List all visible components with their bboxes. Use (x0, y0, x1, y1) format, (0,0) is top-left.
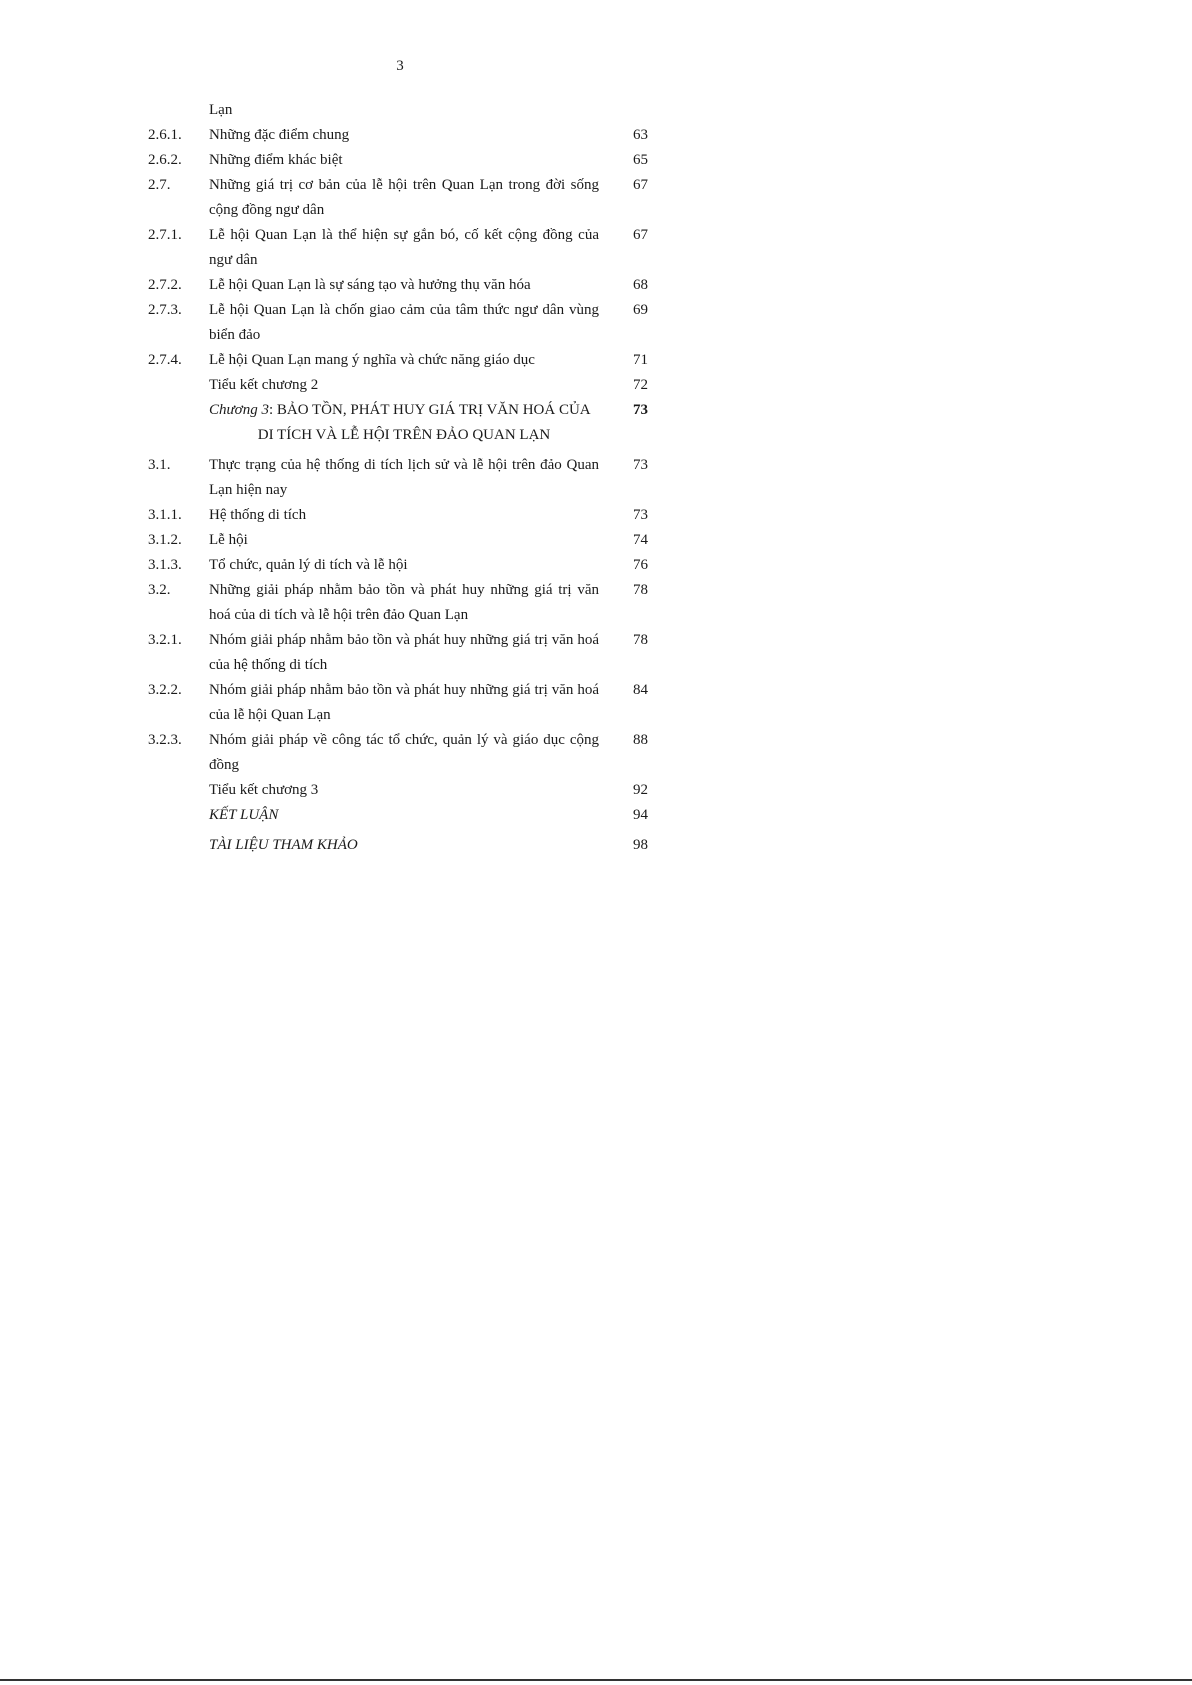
toc-page: 63 (633, 127, 648, 143)
toc-page: 84 (633, 682, 648, 698)
toc-page: 73 (633, 507, 648, 523)
toc-row (148, 833, 648, 858)
toc-page: 92 (633, 782, 648, 798)
toc-title: Hệ thống di tích (209, 507, 307, 523)
toc-page: 67 (633, 227, 648, 243)
toc-row (148, 373, 648, 398)
toc-chapter-row (148, 398, 648, 448)
toc-number: 2.6.1. (148, 127, 182, 143)
toc-title: Lạn (209, 102, 233, 118)
toc-page: 78 (633, 632, 648, 648)
toc-number: 3.2.3. (148, 732, 182, 748)
toc-title: Những đặc điểm chung (209, 127, 350, 143)
toc-title: Lễ hội Quan Lạn là sự sáng tạo và hưởng thụ văn hóa (209, 277, 531, 293)
toc-title: Những giá trị cơ bản của lễ hội trên Quan Lạn trong đời sống cộng đồng ngư dân (209, 177, 599, 218)
toc-row (148, 778, 648, 803)
toc-number: 2.7.2. (148, 277, 182, 293)
page-number: 3 (396, 58, 404, 74)
chapter-label: Chương 3 (209, 402, 269, 418)
toc-page: 78 (633, 582, 648, 598)
toc-row (148, 803, 648, 828)
toc-row (148, 678, 648, 728)
toc-row (148, 98, 648, 123)
toc-page: 67 (633, 177, 648, 193)
toc-row (148, 123, 648, 148)
toc-title: Nhóm giải pháp nhằm bảo tồn và phát huy những giá trị văn hoá của hệ thống di tích (209, 632, 599, 673)
toc-number: 2.6.2. (148, 152, 182, 168)
toc-page: 65 (633, 152, 648, 168)
toc-page: 94 (633, 807, 648, 823)
toc-page: 88 (633, 732, 648, 748)
toc-row (148, 728, 648, 778)
toc-number: 2.7.4. (148, 352, 182, 368)
toc-page: 98 (633, 837, 648, 853)
toc-row (148, 298, 648, 348)
toc-title: Những điểm khác biệt (209, 152, 343, 168)
toc-number: 3.1.1. (148, 507, 182, 523)
chapter-title-line2: DI TÍCH VÀ LỄ HỘI TRÊN ĐẢO QUAN LẠN (257, 427, 551, 443)
toc-row (148, 273, 648, 298)
toc-row (148, 223, 648, 273)
toc-row (148, 628, 648, 678)
toc-title: Những giải pháp nhằm bảo tồn và phát huy những giá trị văn hoá của di tích và lễ hội trên đảo Quan Lạn (209, 582, 599, 623)
toc-number: 3.2.2. (148, 682, 182, 698)
toc-page: 72 (633, 377, 648, 393)
toc-number: 3.2. (148, 582, 171, 598)
toc-row (148, 348, 648, 373)
toc-number: 3.1. (148, 457, 171, 473)
toc-title: Nhóm giải pháp về công tác tổ chức, quản lý và giáo dục cộng đồng (209, 732, 599, 773)
toc-page: 76 (633, 557, 648, 573)
toc-title: Lễ hội Quan Lạn mang ý nghĩa và chức năng giáo dục (209, 352, 535, 368)
toc-title: KẾT LUẬN (209, 807, 279, 823)
chapter-title-line1: : BẢO TỒN, PHÁT HUY GIÁ TRỊ VĂN HOÁ CỦA (268, 402, 591, 418)
toc-number: 2.7. (148, 177, 171, 193)
toc-row (148, 148, 648, 173)
toc-title: Tiểu kết chương 3 (209, 782, 319, 798)
table-of-contents (148, 98, 648, 858)
toc-row (148, 173, 648, 223)
toc-page: 68 (633, 277, 648, 293)
toc-chapter-title (209, 398, 599, 448)
toc-number: 2.7.1. (148, 227, 182, 243)
toc-row (148, 553, 648, 578)
toc-title: Lễ hội Quan Lạn là thể hiện sự gắn bó, cố kết cộng đồng của ngư dân (209, 227, 599, 268)
toc-number: 3.1.3. (148, 557, 182, 573)
toc-title: Tiểu kết chương 2 (209, 377, 319, 393)
page-bottom-border (0, 1679, 1192, 1681)
toc-row (148, 578, 648, 628)
toc-page: 73 (633, 457, 648, 473)
toc-number: 3.2.1. (148, 632, 182, 648)
toc-title: Tổ chức, quản lý di tích và lễ hội (209, 557, 408, 573)
toc-row (148, 528, 648, 553)
toc-page: 73 (633, 402, 648, 418)
toc-title: Nhóm giải pháp nhằm bảo tồn và phát huy những giá trị văn hoá của lễ hội Quan Lạn (209, 682, 599, 723)
toc-page: 69 (633, 302, 648, 318)
toc-number: 2.7.3. (148, 302, 182, 318)
toc-title: Lễ hội (209, 532, 248, 548)
toc-title: Lễ hội Quan Lạn là chốn giao cảm của tâm thức ngư dân vùng biển đảo (209, 302, 599, 343)
toc-page: 71 (633, 352, 648, 368)
toc-row (148, 453, 648, 503)
toc-title: Thực trạng của hệ thống di tích lịch sử và lễ hội trên đảo Quan Lạn hiện nay (209, 457, 599, 498)
toc-number: 3.1.2. (148, 532, 182, 548)
toc-page: 74 (633, 532, 648, 548)
toc-row (148, 503, 648, 528)
toc-title: TÀI LIỆU THAM KHẢO (209, 837, 358, 853)
